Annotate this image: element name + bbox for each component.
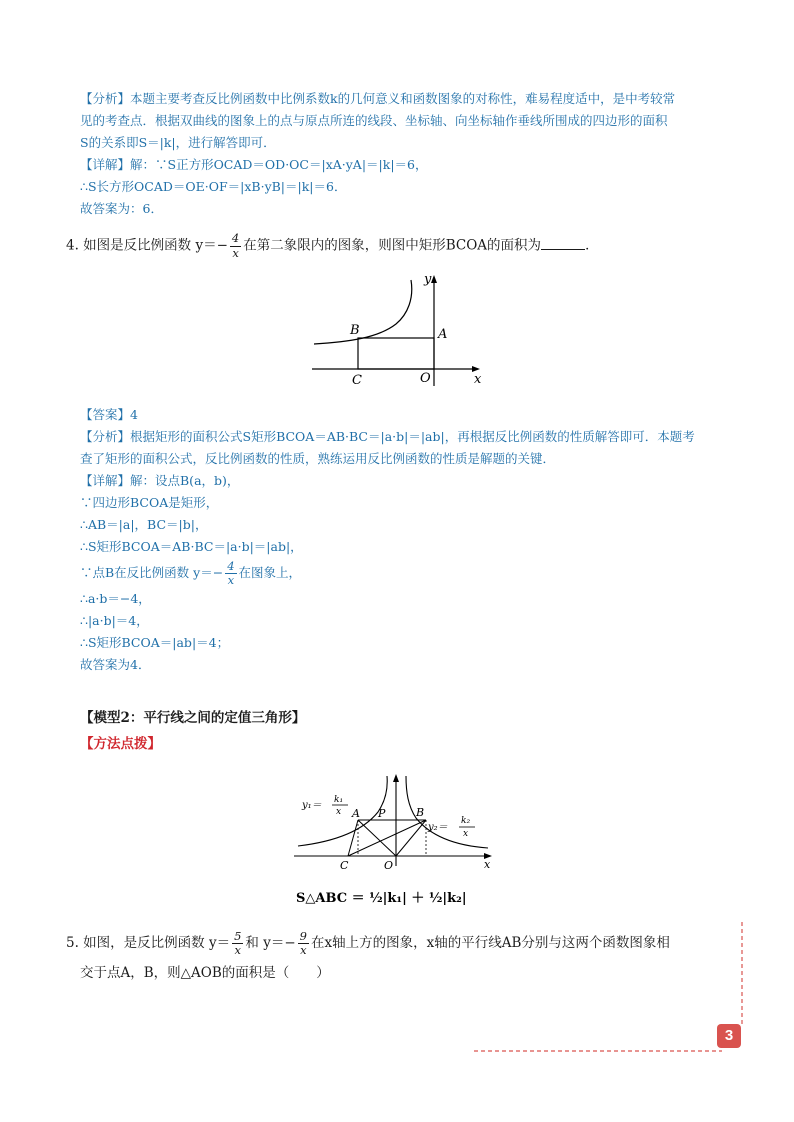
model2-formula: S△ABC ＝ ½|k₁| ＋ ½|k₂| bbox=[296, 891, 467, 906]
q4-conclusion: 故答案为4． bbox=[80, 657, 151, 672]
q5-suffix: 在x轴上方的图象，x轴的平行线AB分别与这两个函数图象相 bbox=[310, 935, 670, 951]
q4-answer: 【答案】4 bbox=[80, 407, 138, 422]
q4-label-x: x bbox=[474, 372, 482, 387]
q4-step-2: ∵四边形BCOA是矩形， bbox=[80, 495, 219, 510]
q4-answer-blank bbox=[541, 235, 585, 250]
model2-label-A: A bbox=[352, 807, 360, 820]
q4-figure bbox=[308, 268, 493, 390]
model2-label-x: x bbox=[484, 858, 491, 871]
q4-step-4: ∴S矩形BCOA＝AB·BC＝|a·b|＝|ab|， bbox=[80, 539, 303, 554]
q5-line-2: 交于点A，B，则△AOB的面积是（ ） bbox=[80, 965, 330, 981]
model-2-title: 【模型2：平行线之间的定值三角形】 bbox=[80, 710, 306, 726]
q4-label-O: O bbox=[420, 371, 431, 386]
model2-label-k1: k₁ bbox=[334, 795, 344, 805]
question-4: 4. 如图是反比例函数 y＝− $\frac{4}{x}$ 在第二象限内的图象，则图中矩形BCOA的面积为 ． bbox=[66, 231, 599, 260]
svg-text:x: x bbox=[463, 829, 469, 839]
q3-analysis-line-1: 【分析】本题主要考查反比例函数中比例系数k的几何意义和函数图象的对称性，难易程度适中，是中考较常 bbox=[80, 91, 676, 106]
model2-label-P: P bbox=[378, 807, 386, 820]
model2-label-C: C bbox=[340, 859, 349, 872]
q3-analysis-line-3: S的关系即S＝|k|，进行解答即可． bbox=[80, 135, 276, 150]
svg-text:x: x bbox=[336, 807, 342, 817]
q3-detail-line-2: ∴S长方形OCAD＝OE·OF＝|xB·yB|＝|k|＝6． bbox=[80, 179, 347, 194]
model2-label-k2: k₂ bbox=[461, 816, 471, 826]
q3-detail-line-1: 【详解】解：∵S正方形OCAD＝OD·OC＝|xA·yA|＝|k|＝6， bbox=[80, 157, 428, 172]
q4-step-5: ∵点B在反比例函数 y＝− $\frac{4}{x}$ 在图象上， bbox=[80, 558, 302, 587]
q4-step-7: ∴|a·b|＝4， bbox=[80, 613, 149, 628]
page-number-badge bbox=[717, 1024, 741, 1048]
q5-fraction-1: $\frac{5}{x}$ bbox=[234, 928, 242, 957]
q4-fraction: $\frac{4}{x}$ bbox=[231, 231, 240, 260]
q4-label-B: B bbox=[350, 323, 360, 338]
model-2-figure bbox=[292, 772, 502, 912]
q4-step-3: ∴AB＝|a|，BC＝|b|， bbox=[80, 517, 208, 532]
model2-label-y1: y₁＝ bbox=[302, 800, 322, 811]
method-heading: 【方法点拨】 bbox=[80, 736, 161, 752]
q4-prefix: 4. 如图是反比例函数 y＝− bbox=[66, 237, 228, 254]
q5-mid: 和 y＝− bbox=[245, 935, 296, 951]
q4-step-6: ∴a·b＝−4， bbox=[80, 591, 151, 606]
model2-label-O: O bbox=[384, 859, 394, 872]
model2-label-B: B bbox=[416, 806, 425, 819]
q4-analysis-line-2: 查了矩形的面积公式，反比例函数的性质，熟练运用反比例函数的性质是解题的关键． bbox=[80, 451, 556, 466]
q4-suffix: 在第二象限内的图象，则图中矩形BCOA的面积为 bbox=[243, 237, 542, 254]
q4-step-1: 【详解】解：设点B(a，b)， bbox=[80, 473, 240, 488]
page-number: 3 bbox=[724, 1027, 734, 1044]
q4-analysis-line-1: 【分析】根据矩形的面积公式S矩形BCOA＝AB·BC＝|a·b|＝|ab|，再根据反比例函数的性质解答即可．本题考 bbox=[80, 429, 695, 444]
q4-label-y: y bbox=[424, 272, 432, 287]
q4-label-C: C bbox=[352, 373, 362, 388]
q4-step-8: ∴S矩形BCOA＝|ab|＝4； bbox=[80, 635, 230, 650]
q3-analysis-line-2: 见的考查点．根据双曲线的图象上的点与原点所连的线段、坐标轴、向坐标轴作垂线所围成的四边形的面积 bbox=[80, 113, 668, 128]
model2-label-y2: y₂＝ bbox=[428, 822, 448, 833]
q4-step-5-fraction: $\frac{4}{x}$ bbox=[227, 558, 235, 587]
q5-fraction-2: $\frac{9}{x}$ bbox=[299, 928, 307, 957]
q3-conclusion: 故答案为：6． bbox=[80, 201, 163, 216]
q4-solution bbox=[80, 404, 740, 676]
q4-label-A: A bbox=[438, 327, 448, 342]
q5-prefix: 5. 如图，是反比例函数 y＝ bbox=[66, 935, 231, 951]
q3-solution bbox=[80, 88, 740, 220]
